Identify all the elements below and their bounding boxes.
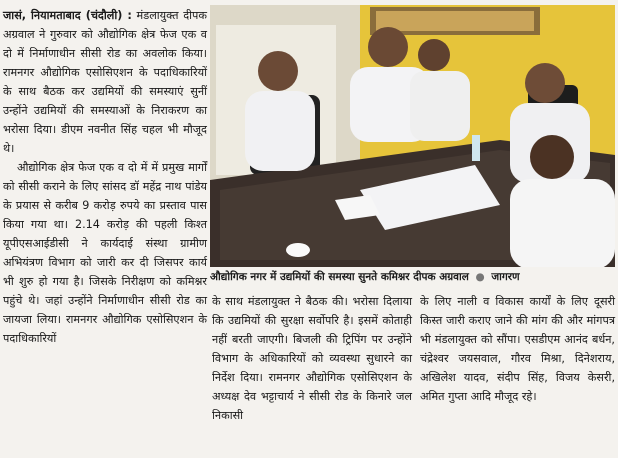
article-column-3 (420, 292, 615, 406)
article-column-1 (3, 6, 207, 348)
meeting-illustration (210, 5, 615, 267)
dateline: जासं, नियामताबाद (चंदौली) : (3, 9, 132, 22)
photo-caption (210, 268, 615, 286)
article-column-2 (212, 292, 412, 425)
caption-separator: ● (475, 271, 485, 283)
news-photo (210, 5, 615, 267)
article-paragraph-3: के साथ मंडलायुक्त ने बैठक की। भरोसा दिलाया कि उद्यमियों की सुरक्षा सर्वोपरि है। इसमें कोताही नहीं बरती जाएगी। बिजली की ट्रिपिंग पर उन्होंने विभाग के अधिकारियों को व्यवस्था सुधारने का निर्देश दिया। रामनगर औद्योगिक एसोसिएशन के अध्यक्ष देव भट्टाचार्य ने सीसी रोड के किनारे जल निकासी (212, 295, 412, 422)
photo-credit: जागरण (491, 271, 520, 283)
caption-text: औद्योगिक नगर में उद्यमियों की समस्या सुनते कमिश्नर दीपक अग्रवाल (210, 271, 469, 283)
article-paragraph-1: मंडलायुक्त दीपक अग्रवाल ने गुरुवार को औद्योगिक क्षेत्र फेज एक व दो में निर्माणाधीन सीसी रोड का अवलोक किया। रामनगर औद्योगिक एसोसिएशन के पदाधिकारियों के साथ बैठक कर उद्यमियों की समस्याएं सुनीं उन्होंने उद्यमियों की समस्याओं के निराकरण का भरोसा दिया। डीएम नवनीत सिंह चहल भी मौजूद थे। (3, 9, 207, 155)
article-paragraph-4: के लिए नाली व विकास कार्यों के लिए दूसरी किस्त जारी कराए जाने की मांग की और मांगपत्र भी मंडलायुक्त को सौंपा। एसडीएम आनंद बर्धन, चंद्रेश्वर जयसवाल, गौरव मिश्रा, दिनेशराय, अखिलेश यादव, संदीप सिंह, विजय केसरी, अमित गुप्ता आदि मौजूद रहे। (420, 295, 615, 403)
article-paragraph-2: औद्योगिक क्षेत्र फेज एक व दो में में प्रमुख मार्गों को सीसी कराने के लिए सांसद डॉ महेंद्र नाथ पांडेय के प्रयास से करीब 9 करोड़ रुपये का प्रस्ताव पास किया गया था। 2.14 करोड़ की पहली किश्त यूपीएसआईडीसी ने कार्यदाई संस्था ग्रामीण अभियंत्रण विभाग को जारी कर दी जिसपर कार्य भी शुरु हो गया है। जिसके निरीक्षण को कमिश्नर पहुंचे थे। जहां उन्होंने निर्माणाधीन सीसी रोड का जायजा लिया। रामनगर औद्योगिक एसोसिएशन के पदाधिकारियों (3, 161, 207, 345)
